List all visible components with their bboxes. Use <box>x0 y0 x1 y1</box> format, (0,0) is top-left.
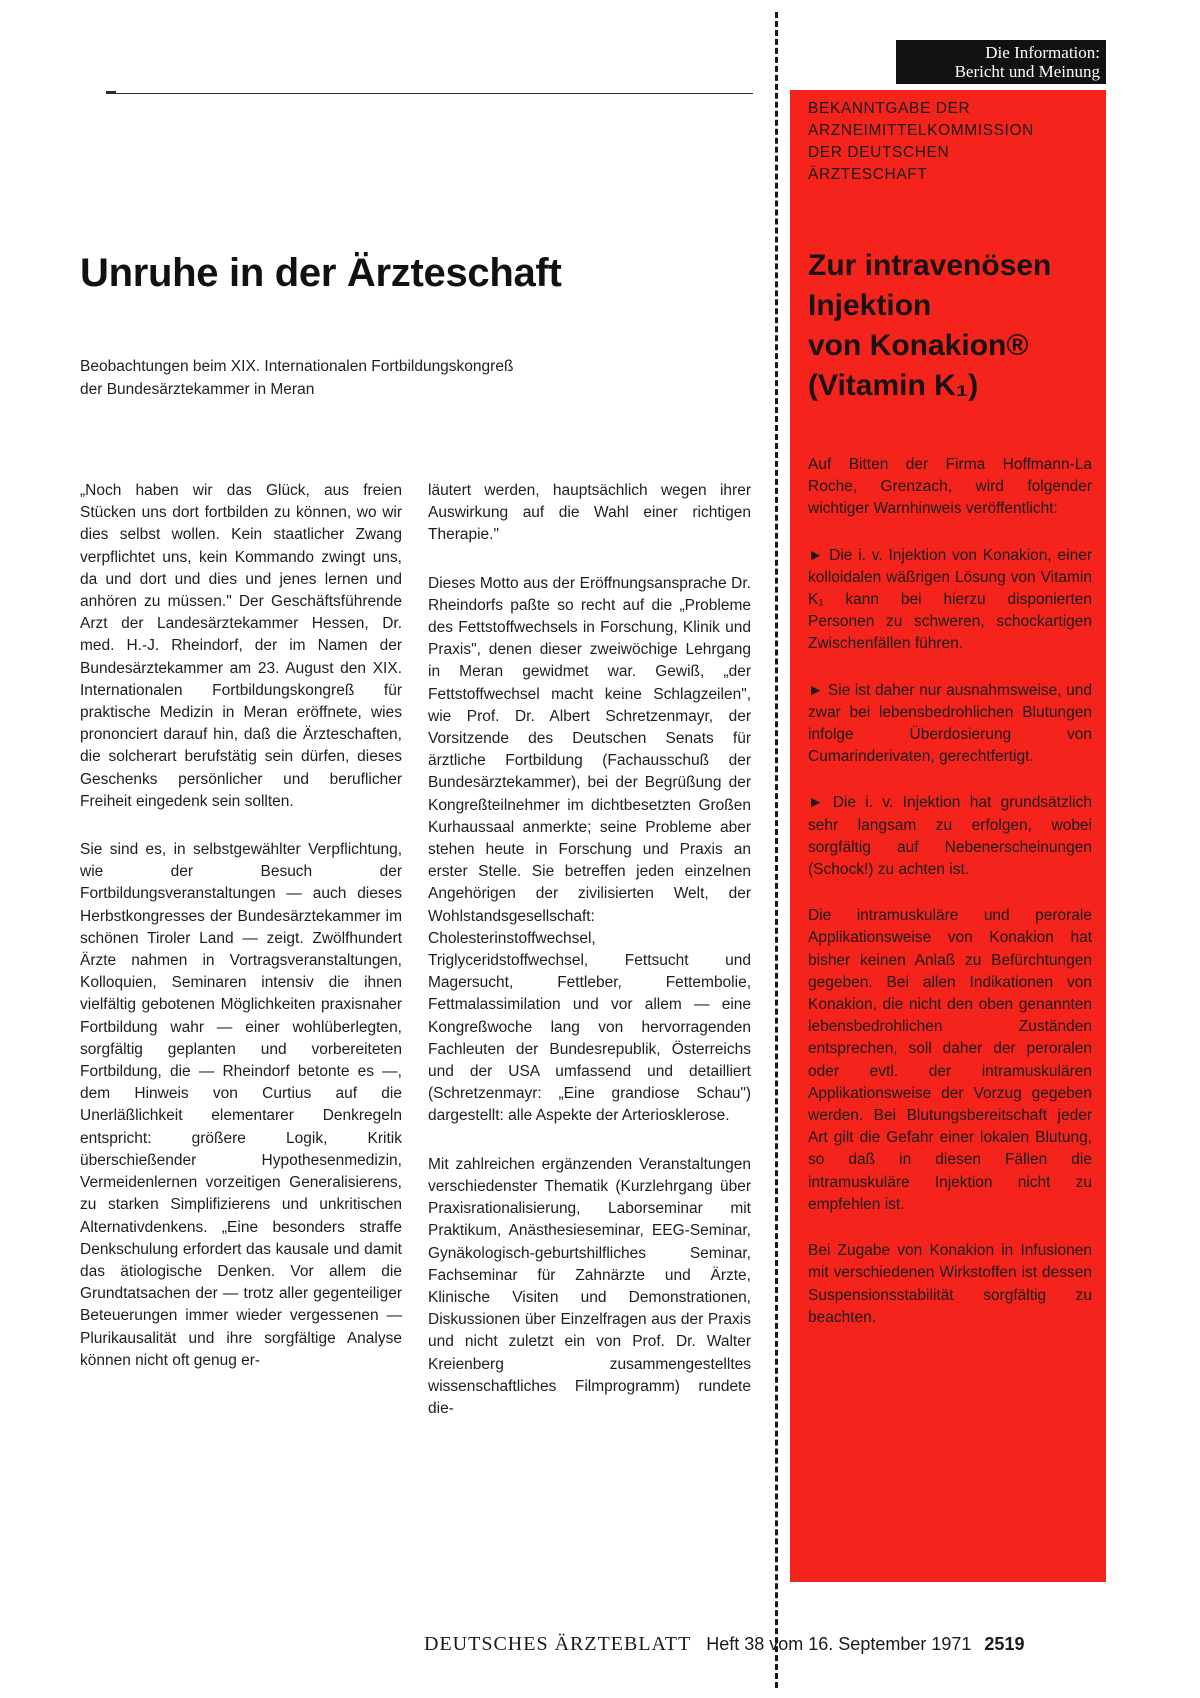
notice-header-line: ÄRZTESCHAFT <box>808 166 928 183</box>
article-paragraph: Dieses Motto aus der Eröffnungsansprache Dr. Rheindorfs paßte so recht auf die „Probleme des Fettstoffwechsels in Forschung, Klinik und Praxis", denen dieser zweiwöchige Lehrgang in Meran gewidmet war. Gewiß, „der Fettstoffwechsel macht keine Schlagzeilen", wie Prof. Dr. Albert Schretzenmayr, der Vorsitzende des Deutschen Senats für ärztliche Fortbildung (Fachausschuß der Bundesärztekammer), bei der Begrüßung der Kongreßteilnehmer im dichtbesetzten Großen Kurhaussaal anmerkte; seine Probleme aber stehen heute in Forschung und Praxis an erster Stelle. Sie betreffen jeden einzelnen Angehörigen der zivilisierten Welt, der Wohlstandsgesellschaft: Cholesterinstoffwechsel, Triglyceridstoffwechsel, Fettsucht und Magersucht, Fettleber, Fettembolie, Fettmalassimilation und vor allem — eine Kongreßwoche lang von hervorragenden Fachleuten der Bundesrepublik, Österreichs und der USA umfassend und detailliert (Schretzenmayr: „Eine grandiose Schau") dargestellt: alle Aspekte der Arteriosklerose. <box>428 574 751 1125</box>
page-footer <box>424 1633 1124 1656</box>
article-title: Unruhe in der Ärzteschaft <box>80 251 562 295</box>
article-paragraph: läutert werden, hauptsächlich wegen ihrer Auswirkung auf die Wahl einer richtigen Therapie." <box>428 482 751 544</box>
notice-paragraph: Bei Zugabe von Konakion in Infusionen mit verschiedenen Wirkstoffen ist dessen Suspensionsstabilität sorgfältig zu beachten. <box>808 1242 1092 1326</box>
article-column-1 <box>80 480 402 1398</box>
article-paragraph: Mit zahlreichen ergänzenden Veranstaltungen verschiedenster Thematik (Kurzlehrgang über Praxisrationalisierung, Laborseminar mit Praktikum, Anästhesieseminar, EEG-Seminar, Gynäkologisch-geburtshilfliches Seminar, Fachseminar für Zahnärzte und Ärzte, Klinische Visiten und Demonstrationen, Diskussionen über Einzelfragen aus der Praxis und nicht zuletzt ein von Prof. Dr. Walter Kreienberg zusammengestelltes wissenschaftliches Filmprogramm) rundete die- <box>428 1155 751 1417</box>
notice-title-line: von Konakion® <box>808 329 1029 362</box>
issue-info: Heft 38 vom 16. September 1971 <box>706 1634 972 1654</box>
top-rule <box>108 93 753 94</box>
notice-header-line: BEKANNTGABE DER <box>808 100 971 117</box>
article-subtitle-line-1: Beobachtungen beim XIX. Internationalen Fortbildungskongreß <box>80 358 514 375</box>
notice-header-line: ARZNEIMITTELKOMMISSION <box>808 122 1034 139</box>
page-number: 2519 <box>984 1634 1025 1654</box>
column-cut-line <box>775 12 778 1688</box>
article-column-2 <box>428 480 751 1446</box>
drug-commission-notice <box>790 90 1106 1582</box>
article-subtitle <box>80 355 720 401</box>
article-paragraph: Sie sind es, in selbstgewählter Verpflichtung, wie der Besuch der Fortbildungsveranstaltungen — auch dieses Herbstkongresses der Bundesärztekammer im schönen Tiroler Land — zeigt. Zwölfhundert Ärzte nahmen in Vortragsveranstaltungen, Kolloquien, Seminaren intensiv die ihnen vielfältig gebotenen Möglichkeiten praxisnaher Fortbildung wahr — einer wohlüberlegten, sorgfältig geplanten und vorbereiteten Fortbildung, die — Rheindorf betonte es —, dem Hinweis von Curtius auf die Unerläßlichkeit elementarer Denkregeln entspricht: größere Logik, Kritik überschießender Hypothesenmedizin, Vermeidenlernen vorzeitigen Generalisierens, zu starken Simplifizierens und unkritischen Alternativdenkens. „Eine besonders straffe Denkschulung erfordert das kausale und damit das ätiologische Denken. Vor allem die Grundtatsachen der — trotz aller gegenteiliger Beteuerungen immer wieder vergessenen — Plurikausalität und ihre sorgfältige Analyse können nicht oft genug er- <box>80 841 402 1369</box>
notice-paragraph: Die intramuskuläre und perorale Applikationsweise von Konakion hat bisher keinen Anlaß zu Befürchtungen gegeben. Bei allen Indikationen von Konakion, die nicht den oben genannten lebensbedrohlichen Zuständen entsprechen, soll daher der peroralen oder evtl. der intramuskulären Applikationsweise der Vorzug gegeben werden. Bei Blutungsbereitschaft jeder Art gilt die Gefahr einer lokalen Blutung, so daß in diesen Fällen die intramuskuläre Injektion nicht zu empfehlen ist. <box>808 907 1092 1213</box>
article-subtitle-line-2: der Bundesärztekammer in Meran <box>80 381 315 398</box>
notice-title-line: Injektion <box>808 289 932 322</box>
notice-paragraph: ► Die i. v. Injektion von Konakion, einer kolloidalen wäßrigen Lösung von Vitamin K₁ kann bei hierzu disponierten Personen zu schweren, schockartigen Zwischenfällen führen. <box>808 546 1092 653</box>
notice-body <box>808 454 1092 1329</box>
notice-title-line: (Vitamin K₁) <box>808 369 979 402</box>
article-paragraph: „Noch haben wir das Glück, aus freien Stücken uns dort fortbilden zu können, wo wir dies selbst wollen. Kein staatlicher Zwang verpflichtet uns, kein Kommando zwingt uns, da und dort und dies und jenes lernen und anhören zu müssen." Der Geschäftsführende Arzt der Landesärztekammer Hessen, Dr. med. H.-J. Rheindorf, der im Namen der Bundesärztekammer am 23. August den XIX. Internationalen Fortbildungskongreß für praktische Medizin in Meran eröffnete, wies prononciert darauf hin, daß die Ärzteschaften, die solcherart berufstätig sein dürfen, dieses Geschenks persönlicher und beruflicher Freiheit eingedenk sein sollten. <box>80 482 402 810</box>
section-tag-line-2: Bericht und Meinung <box>954 62 1100 81</box>
notice-title <box>808 246 1092 406</box>
notice-paragraph: ► Die i. v. Injektion hat grundsätzlich sehr langsam zu erfolgen, wobei sorgfältig auf Nebenerscheinungen (Schock!) zu achten ist. <box>808 794 1092 879</box>
journal-name: DEUTSCHES ÄRZTEBLATT <box>424 1633 692 1655</box>
notice-header <box>808 98 1092 186</box>
section-tag-line-1: Die Information: <box>985 43 1100 62</box>
notice-paragraph: ► Sie ist daher nur ausnahmsweise, und zwar bei lebensbedrohlichen Blutungen infolge Überdosierung von Cumarinderivaten, gerechtfertigt. <box>808 681 1092 766</box>
notice-header-line: DER DEUTSCHEN <box>808 144 950 161</box>
section-tag <box>896 40 1106 84</box>
notice-paragraph: Auf Bitten der Firma Hoffmann-La Roche, Grenzach, wird folgender wichtiger Warnhinweis veröffentlicht: <box>808 456 1092 518</box>
notice-title-line: Zur intravenösen <box>808 249 1052 282</box>
